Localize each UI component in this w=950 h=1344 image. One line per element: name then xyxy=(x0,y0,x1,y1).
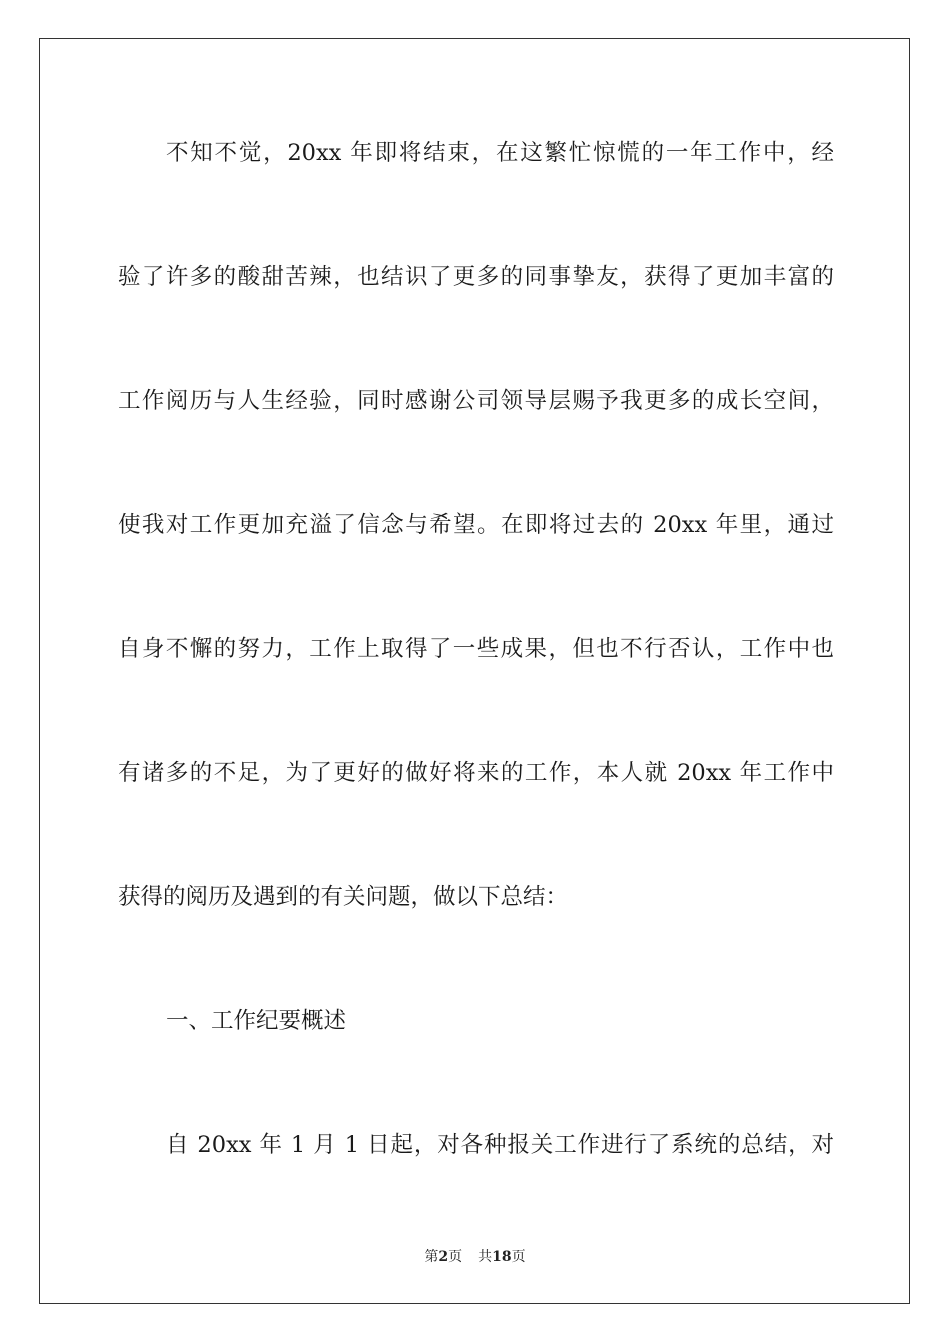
page-border xyxy=(39,38,910,1304)
footer-page-prefix: 第 xyxy=(424,1249,439,1265)
paragraph-line-9: 自 20xx 年 1 月 1 日起，对各种报关工作进行了系统的总结，对 xyxy=(166,1132,834,1158)
footer-total-prefix: 共 xyxy=(478,1249,493,1265)
paragraph-line-4: 使我对工作更加充溢了信念与希望。在即将过去的 20xx 年里，通过 xyxy=(118,512,834,538)
paragraph-line-7: 获得的阅历及遇到的有关问题，做以下总结： xyxy=(118,884,569,910)
paragraph-line-5: 自身不懈的努力，工作上取得了一些成果，但也不行否认，工作中也 xyxy=(118,636,834,662)
footer-total-suffix: 页 xyxy=(511,1249,526,1265)
paragraph-line-2: 验了许多的酸甜苦辣，也结识了更多的同事挚友，获得了更加丰富的 xyxy=(118,264,834,290)
paragraph-line-6: 有诸多的不足，为了更好的做好将来的工作，本人就 20xx 年工作中 xyxy=(118,760,834,786)
footer-page-number: 2 xyxy=(438,1249,449,1265)
paragraph-line-1: 不知不觉，20xx 年即将结束，在这繁忙惊慌的一年工作中，经 xyxy=(166,140,834,166)
page-footer xyxy=(0,1248,950,1266)
paragraph-line-3: 工作阅历与人生经验，同时感谢公司领导层赐予我更多的成长空间， xyxy=(118,388,834,414)
footer-total-pages: 18 xyxy=(492,1249,512,1265)
footer-page-suffix: 页 xyxy=(448,1249,463,1265)
section-heading: 一、工作纪要概述 xyxy=(166,1008,347,1034)
